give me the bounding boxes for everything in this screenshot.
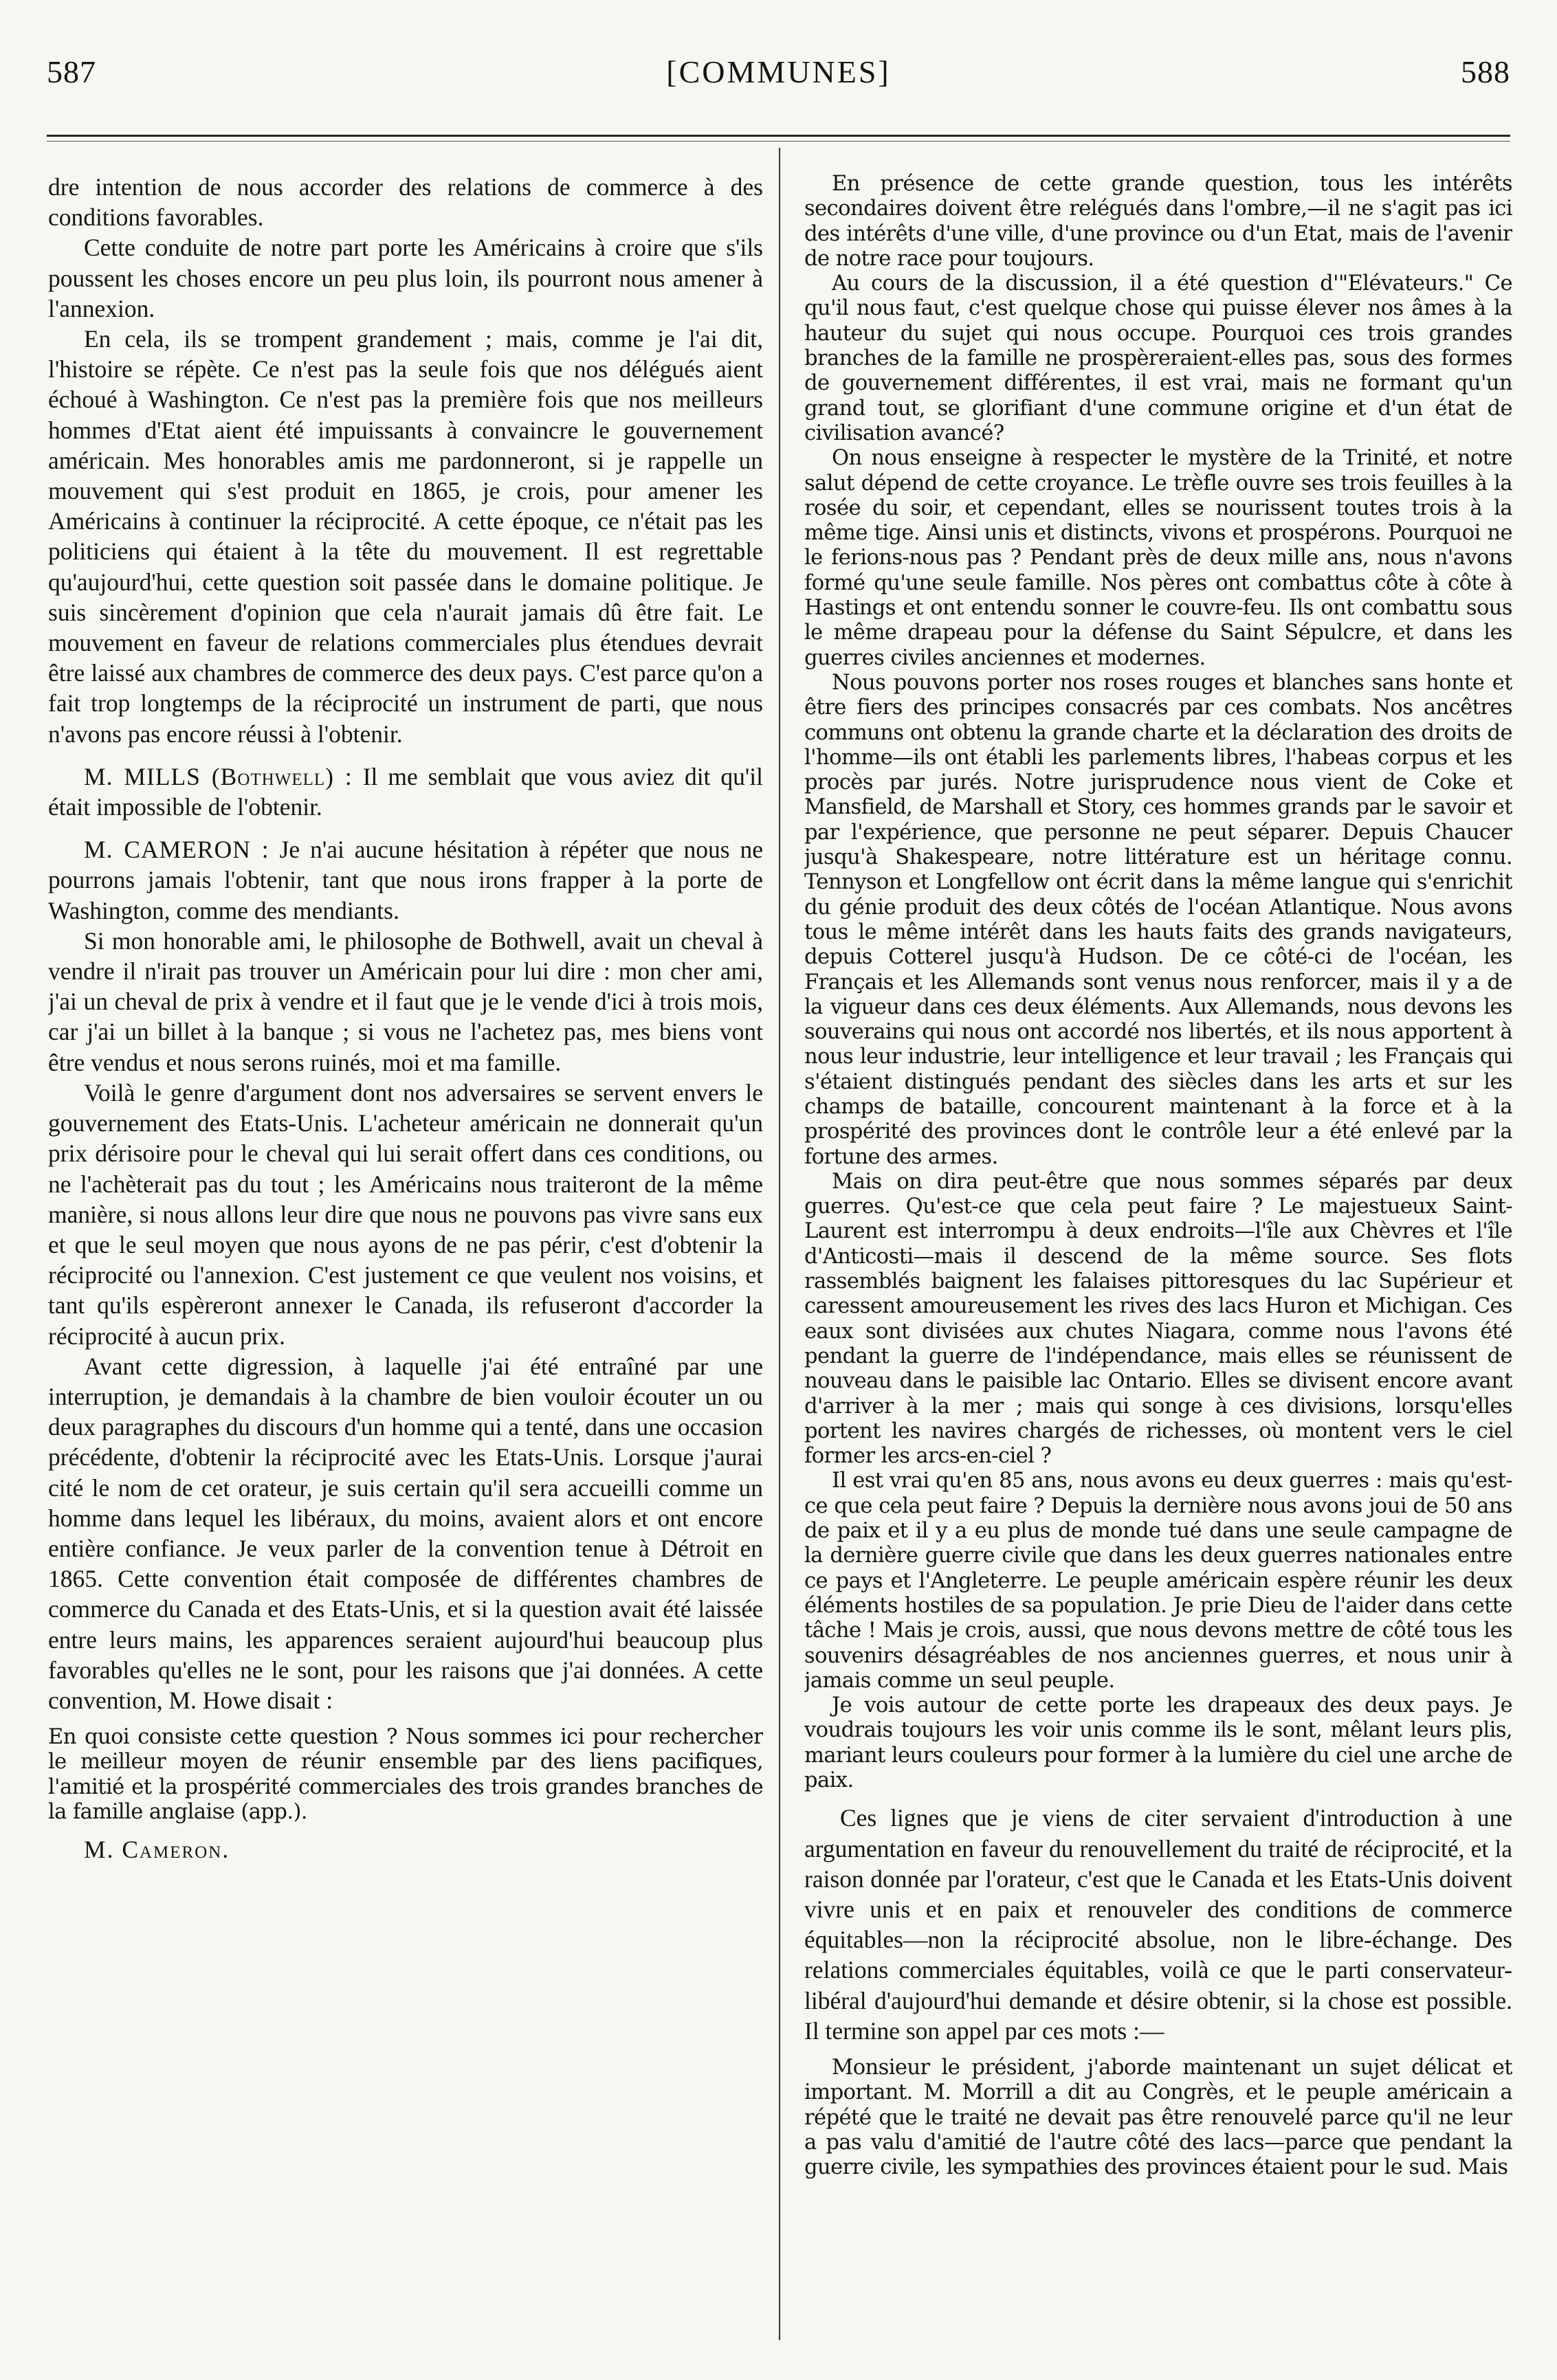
page-number-right: 588: [1461, 54, 1510, 89]
quotation: [804, 2056, 1512, 2180]
quoted-paragraph: Il est vrai qu'en 85 ans, nous avons eu deux guerres : mais qu'est-ce que cela peut faire ? Depuis la dernière nous avons joui de 50 ans de paix et il y a eu plus de monde tué dans une seule campagne de la dernière guerre civile que dans les deux guerres nationales entre ce pays et l'Angleterre. Le peuple américain espère réunir les deux éléments hostiles de sa population. Je prie Dieu de l'aider dans cette tâche ! Mais je crois, aussi, que nous devons mettre de côté tous les souvenirs désagréables de nos anciennes guerres, et nous unir à jamais comme un seul peuple.: [804, 1469, 1512, 1693]
quoted-paragraph: On nous enseigne à respecter le mystère de la Trinité, et notre salut dépend de cette croyance. Le trèfle ouvre ses trois feuilles à la rosée du soir, et cependant, elles se nourissent toutes trois à la même tige. Ainsi unis et distincts, vivons et prospérons. Pourquoi ne le ferions-nous pas ? Pendant près de deux mille ans, nous n'avons formé qu'une seule famille. Nos pères ont combattus côte à côte à Hastings et ont entendu sonner le couvre-feu. Ils ont combattu sous le même drapeau pour la défense du Saint Sépulcre, et dans les guerres civiles anciennes et modernes.: [804, 446, 1512, 670]
column-divider: [779, 148, 780, 2340]
quoted-paragraph: Monsieur le président, j'aborde maintenant un sujet délicat et important. M. Morrill a dit au Congrès, et le peuple américain a répété que le traité ne devait pas être renouvelé parce qu'il ne leur a pas valu d'amitié de l'autre côté des lacs—parce que pendant la guerre civile, les sympathies des provinces étaient pour le sud. Mais: [804, 2055, 1512, 2180]
quoted-paragraph: En quoi consiste cette question ? Nous sommes ici pour rechercher le meilleur moyen de réunir ensemble par des liens pacifiques, l'amitié et la prospérité commerciales des trois grandes branches de la famille anglaise (app.).: [48, 1725, 763, 1825]
paragraph: dre intention de nous accorder des relations de commerce à des conditions favorables.: [48, 173, 763, 232]
quotation: [804, 172, 1512, 1793]
speaker-name: M. MILLS (Bothwell) :: [84, 762, 353, 790]
page-number-left: 587: [47, 54, 96, 89]
left-column: [48, 172, 763, 2350]
quoted-paragraph: Mais on dira peut-être que nous sommes séparés par deux guerres. Qu'est-ce que cela peut faire ? Le majestueux Saint-Laurent est interrompu à deux endroits—l'île aux Chèvres et l'île d'Anticosti—mais il descend de la même source. Ses flots rassemblés baignent les falaises pittoresques du lac Supérieur et caressent amoureusement les rives des lacs Huron et Michigan. Ces eaux sont divisées aux chutes Niagara, comme nous l'avons été pendant la guerre de l'indépendance, mais elles se réunissent de nouveau dans le paisible lac Ontario. Elles se divisent encore avant d'arriver à la mer ; mais qui songe à ces divisions, lorsqu'elles portent les navires chargés de richesses, où montent vers le ciel former les arcs-en-ciel ?: [804, 1169, 1512, 1469]
quoted-paragraph: Au cours de la discussion, il a été question d'"Elévateurs." Ce qu'il nous faut, c'est quelque chose qui puisse élever nos âmes à la hauteur du sujet qui nous occupe. Pourquoi ces trois grandes branches de la famille ne prospèreraient-elles pas, sous des formes de gouvernement différentes, il est vrai, mais ne formant qu'un grand tout, se glorifiant d'une commune origine et d'un état de civilisation avancé?: [804, 271, 1512, 445]
body-text: [804, 1803, 1512, 2046]
paragraph: En cela, ils se trompent grandement ; mais, comme je l'ai dit, l'histoire se répète. Ce n'est pas la seule fois que nos délégués aient échoué à Washington. Ce n'est pas la première fois que nos meilleurs hommes d'Etat aient été impuissants à convaincre le gouvernement américain. Mes honorables amis me pardonneront, si je rappelle un mouvement qui s'est produit en 1865, je crois, pour amener les Américains à continuer la réciprocité. A cette époque, ce n'était pas les politiciens qui étaient à la tête du mouvement. Il est regrettable qu'aujourd'hui, cette question soit passée dans le domaine politique. Je suis sincèrement d'opinion que cela n'aurait jamais dû être fait. Le mouvement en faveur de relations commerciales plus étendues devrait être laissé aux chambres de commerce des deux pays. C'est parce qu'on a fait trop longtemps de la réciprocité un instrument de parti, que nous n'avons pas encore réussi à l'obtenir.: [48, 325, 763, 748]
speech-cameron: [48, 834, 763, 926]
section-title: [COMMUNES]: [666, 54, 891, 89]
page-header: [47, 54, 1510, 109]
speech-text: Il me semblait que vous aviez dit qu'il était impossible de l'obtenir.: [48, 762, 763, 821]
speaker-name: M. CAMERON :: [84, 836, 269, 864]
header-rule-thin: [47, 141, 1510, 142]
signature: M. Cameron.: [84, 1836, 230, 1864]
quoted-paragraph: En présence de cette grande question, tous les intérêts secondaires doivent être relégués dans l'ombre,—il ne s'agit pas ici des intérêts d'une ville, d'une province ou d'un Etat, mais de l'avenir de notre race pour toujours.: [804, 172, 1512, 271]
speech-mills: [48, 761, 763, 822]
quoted-paragraph: Je vois autour de cette porte les drapeaux des deux pays. Je voudrais toujours les voir unis comme ils le sont, mêlant leurs plis, mariant leurs couleurs pour former à la lumière du ciel une arche de paix.: [804, 1693, 1512, 1792]
quoted-paragraph: Nous pouvons porter nos roses rouges et blanches sans honte et être fiers des principes consacrés par ces combats. Nos ancêtres communs ont obtenu la grande charte et la déclaration des droits de l'homme—ils ont établi les parlements libres, l'habeas corpus et les procès par jurés. Notre jurisprudence nous vient de Coke et Mansfield, de Marshall et Story, ces hommes grands par le savoir et par l'expérience, que personne ne peut séparer. Depuis Chaucer jusqu'à Shakespeare, notre littérature est un héritage connu. Tennyson et Longfellow ont écrit dans la même langue qui s'enrichit du génie produit des deux côtés de l'océan Atlantique. Nous avons tous le même intérêt dans les hauts faits des grands navigateurs, depuis Cotterel jusqu'à Hudson. De ce côté-ci de l'océan, les Français et les Allemands sont venus nous renforcer, mais il y a de la vigueur dans ces deux éléments. Aux Allemands, nous devons les souverains qui nous ont accordé nos libertés, et ils nous apportent à nous leur industrie, leur intelligence et leur travail ; les Français qui s'étaient distingués pendant des siècles dans les arts et sur les champs de bataille, concourent maintenant à la force et à la prospérité des provinces dont le contrôle leur a été enlevé par la fortune des armes.: [804, 670, 1512, 1169]
paragraph: Si mon honorable ami, le philosophe de Bothwell, avait un cheval à vendre il n'irait pas trouver un Américain pour lui dire : mon cher ami, j'ai un cheval de prix à vendre et il faut que je le vende d'ici à trois mois, car j'ai un billet à la banque ; si vous ne l'achetez pas, mes biens vont être vendus et nous serons ruinés, moi et ma famille.: [48, 926, 763, 1076]
speech-text: Je n'ai aucune hésitation à répéter que nous ne pourrons jamais l'obtenir, tant que nous irons frapper à la porte de Washington, comme des mendiants.: [48, 836, 763, 924]
right-column: [804, 172, 1512, 2350]
paragraph: Cette conduite de notre part porte les Américains à croire que s'ils poussent les choses encore un peu plus loin, ils pourront nous amener à l'annexion.: [48, 234, 763, 322]
paragraph: Avant cette digression, à laquelle j'ai été entraîné par une interruption, je demandais à la chambre de bien vouloir écouter un ou deux paragraphes du discours d'un homme qui a tenté, dans une occasion précédente, d'obtenir la réciprocité avec les Etats-Unis. Lorsque j'aurai cité le nom de cet orateur, je suis certain qu'il sera accueilli comme un homme dans lequel les libéraux, du moins, avaient alors et ont encore entière confiance. Je veux parler de la convention tenue à Détroit en 1865. Cette convention était composée de différentes chambres de commerce du Canada et des Etats-Unis, et si la question avait été laissée entre leurs mains, les apparences seraient aujourd'hui beaucoup plus favorables qu'elles ne le sont, pour les raisons que j'ai données. A cette convention, M. Howe disait :: [48, 1352, 763, 1714]
quotation: [48, 1725, 763, 1825]
header-rule: [47, 135, 1510, 137]
paragraph: Voilà le genre d'argument dont nos adversaires se servent envers le gouvernement des Etats-Unis. L'acheteur américain ne donnerait qu'un prix dérisoire pour le cheval qui lui serait offert dans ces conditions, ou ne l'achèterait pas du tout ; les Américains nous traiteront de la même manière, si nous allons leur dire que nous ne pouvons pas vivre sans eux et que le seul moyen que nous ayons de ne pas périr, c'est d'obtenir la réciprocité ou l'annexion. C'est justement ce que veulent nos voisins, et tant qu'ils espèreront annexer le Canada, ils refuseront d'accorder la réciprocité à aucun prix.: [48, 1078, 763, 1350]
paragraph: Ces lignes que je viens de citer servaient d'introduction à une argumentation en faveur du renouvellement du traité de réciprocité, et la raison donnée par l'orateur, c'est que le Canada et les Etats-Unis doivent vivre unis et en paix et renouveler des conditions de commerce équitables—non la réciprocité absolue, non le libre-échange. Des relations commerciales équitables, voilà ce que le parti conservateur-libéral d'aujourd'hui demande et désire obtenir, si la chose est possible. Il termine son appel par ces mots :—: [804, 1804, 1512, 2045]
